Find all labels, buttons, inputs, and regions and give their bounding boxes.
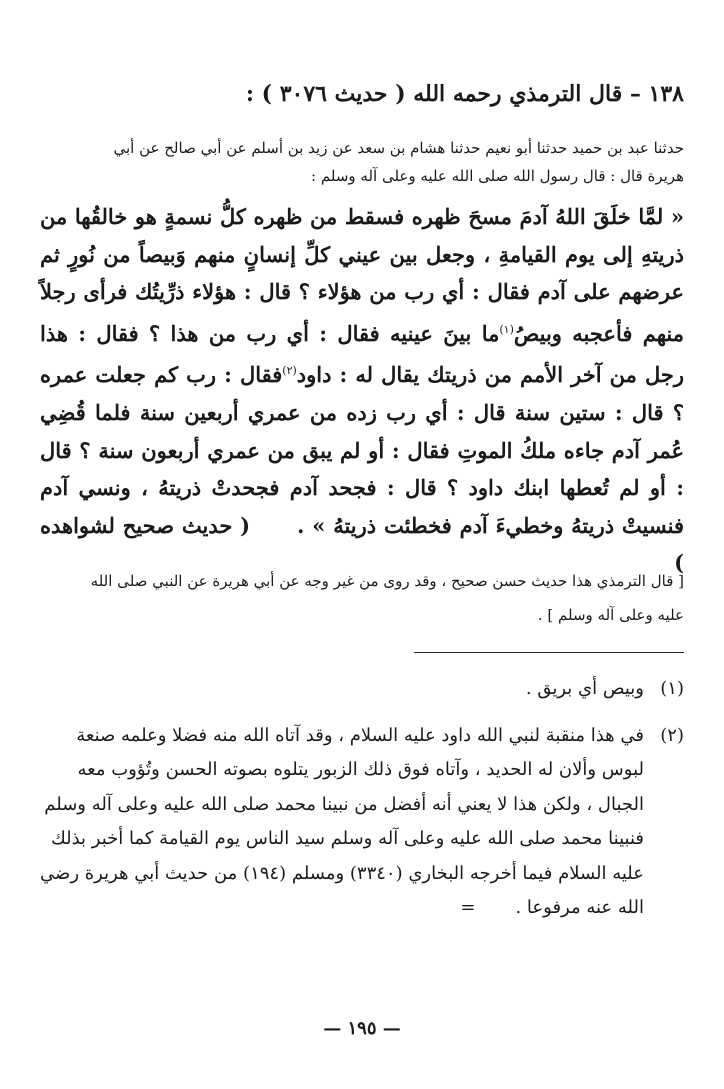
page-number: — ١٩٥ — <box>323 1018 401 1039</box>
footnote-body <box>40 719 644 926</box>
hadith-text <box>40 198 684 582</box>
footnotes <box>40 672 684 926</box>
hadith-text-part-2: ما بينَ عينيه فقال : أي رب من هذا ؟ فقال : هذا رجل من آخر الأمم من ذريتك يقال له : داود <box>40 320 684 388</box>
hadith-heading: ١٣٨ – قال الترمذي رحمه الله ( حديث ٣٠٧٦ ) : <box>245 81 684 107</box>
footnote-text: في هذا منقبة لنبي الله داود عليه السلام ، وقد آتاه الله منه فضلا وعلمه صنعة لبوس وألان له الحديد ، وآتاه فوق ذلك الزبور يتلوه بصوته الحسن وتُؤوب معه الجبال ، ولكن هذا لا يعني أنه أفضل من نبينا محمد صلى الله عليه وعلى آله وسلم فنبينا محمد صلى الله عليه وعلى آله وسلم سيد الناس يوم القيامة كما أخبر بذلك عليه السلام فيما أخرجه البخاري (٣٣٤٠) ومسلم (١٩٤) من حديث أبي هريرة رضي الله عنه مرفوعا . <box>40 724 644 918</box>
footnote-divider <box>414 652 684 653</box>
footnote-text: وبيص أي بريق . <box>525 678 644 699</box>
footnote-2 <box>40 719 684 926</box>
footnote-number: (١) <box>660 678 684 699</box>
isnad-text: حدثنا عبد بن حميد حدثنا أبو نعيم حدثنا هشام بن سعد عن زيد بن أسلم عن أبي صالح عن أبي هريرة قال : قال رسول الله صلى الله عليه وعلى آله وسلم : <box>113 139 684 185</box>
tirmidhi-note: [ قال الترمذي هذا حديث حسن صحيح ، وقد روى من غير وجه عن أبي هريرة عن النبي صلى الله عليه وعلى آله وسلم ] . <box>90 572 684 624</box>
hadith-text-part-1: « لمَّا خلَقَ اللهُ آدمَ مسحَ ظهره فسقط من ظهره كلُّ نسمةٍ هو خالقُها من ذريتهِ إلى يوم القيامةِ ، وجعل بين عيني كلِّ إنسانٍ منهم وَبيصاً من نُورٍ ثم عرضهم على آدم فقال : أي رب من هؤلاء ؟ قال : هؤلاء ذرِّيتُك فرأى رجلاً منهم فأعجبه وبيصُ <box>40 204 684 346</box>
footnote-number: (٢) <box>660 724 684 746</box>
footnote-ref-2: (٢) <box>282 364 297 378</box>
footnote-1 <box>40 672 684 707</box>
footnote-continuation-mark: = <box>460 897 476 918</box>
footnote-ref-1: (١) <box>499 322 514 336</box>
hadith-grade: ( حديث صحيح لشواهده ) <box>40 512 684 576</box>
hadith-text-part-3: فقال : رب كم جعلت عمره ؟ قال : ستين سنة قال : أي رب زده من عمري أربعين سنة فلما قُضِي عُمر آدم جاءه ملكُ الموتِ فقال : أو لم يبق من عمري أربعون سنة ؟ قال : أو لم تُعطها ابنك داود ؟ قال : فجحد آدم فجحدتْ ذريتهُ ، ونسي آدم فنسيتْ ذريتهُ وخطيءَ آدم فخطئت ذريتهُ » . <box>40 362 684 538</box>
